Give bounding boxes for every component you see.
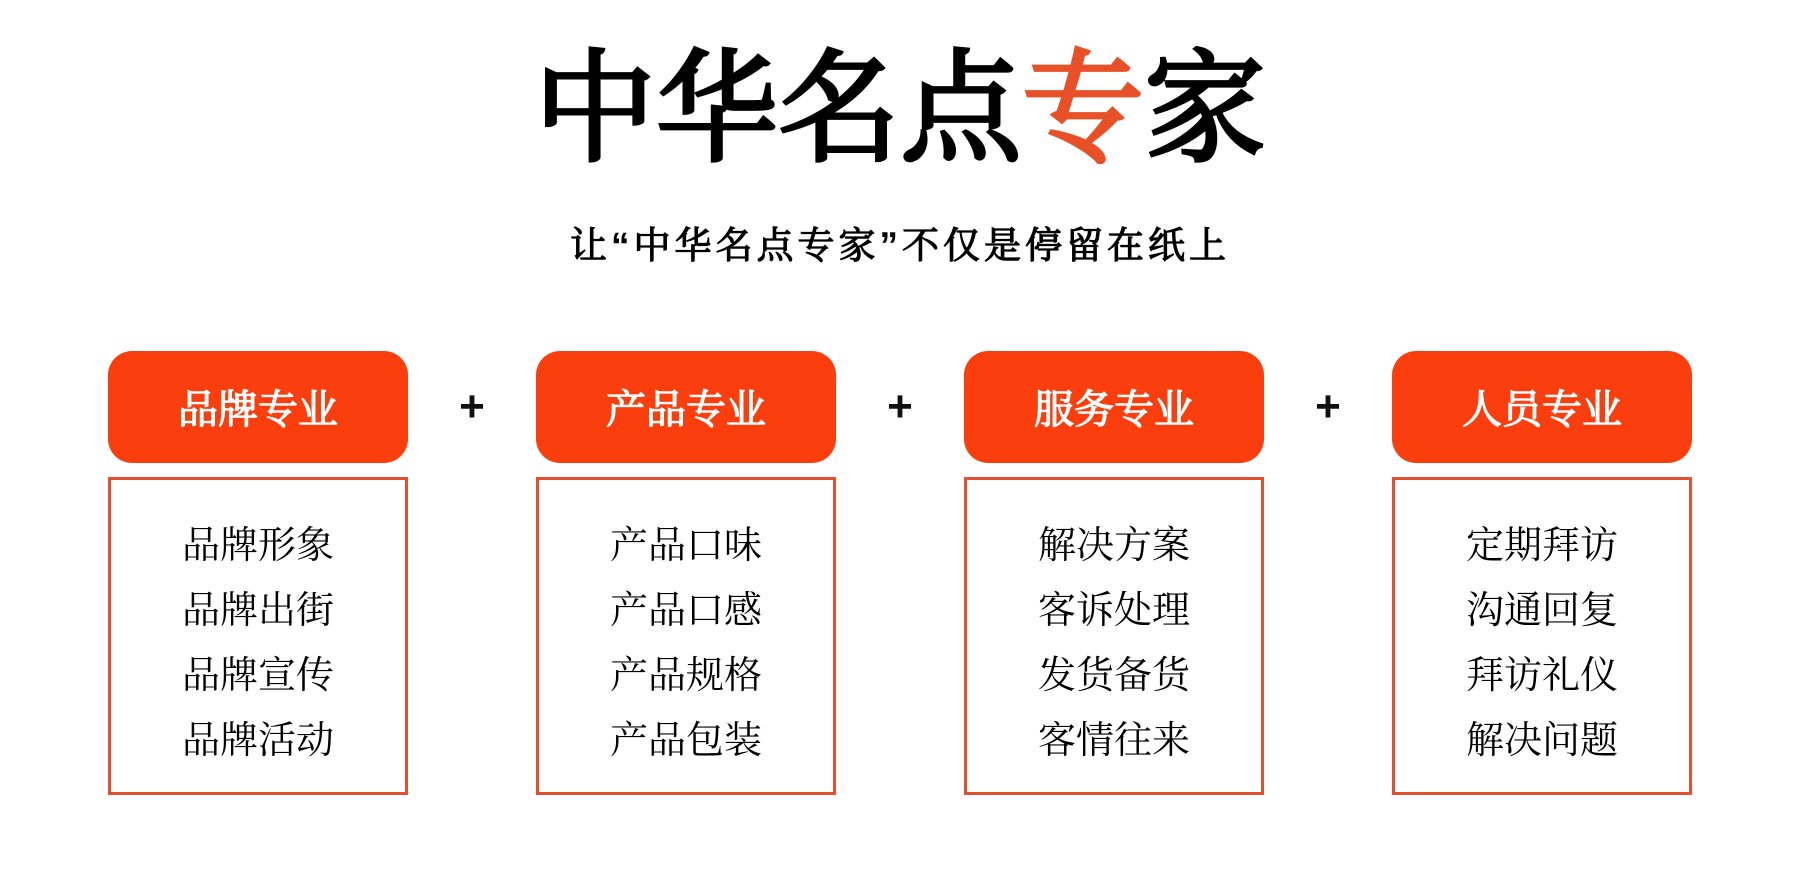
column <box>536 351 836 795</box>
list-item: 拜访礼仪 <box>1465 655 1618 698</box>
page-title <box>0 30 1800 189</box>
list-item: 品牌形象 <box>181 525 334 568</box>
plus-icon: + <box>887 381 913 431</box>
list-item: 解决问题 <box>1465 720 1618 763</box>
list-item: 品牌活动 <box>181 720 334 763</box>
list-item: 产品包装 <box>609 720 762 763</box>
column-items-box <box>964 477 1264 795</box>
column <box>108 351 408 795</box>
list-item: 产品口感 <box>609 590 762 633</box>
column-items-box <box>536 477 836 795</box>
plus-separator <box>1264 351 1392 463</box>
column-header-button <box>536 351 836 463</box>
columns-row <box>0 351 1800 795</box>
title-prefix: 中华名点 <box>534 41 1022 177</box>
list-item: 品牌出街 <box>181 590 334 633</box>
plus-separator <box>836 351 964 463</box>
list-item: 定期拜访 <box>1465 525 1618 568</box>
list-item: 产品口味 <box>609 525 762 568</box>
list-item: 客情往来 <box>1037 720 1190 763</box>
list-item: 解决方案 <box>1037 525 1190 568</box>
column-items-box <box>1392 477 1692 795</box>
column-header-label: 产品专业 <box>606 388 766 433</box>
title-accent: 专 <box>1022 41 1144 177</box>
column <box>964 351 1264 795</box>
plus-icon: + <box>459 381 485 431</box>
column <box>1392 351 1692 795</box>
subtitle: 让“中华名点专家”不仅是停留在纸上 <box>570 224 1230 266</box>
plus-icon: + <box>1315 381 1341 431</box>
slide <box>0 30 1800 882</box>
column-header-button <box>964 351 1264 463</box>
column-header-label: 服务专业 <box>1034 388 1194 433</box>
list-item: 品牌宣传 <box>181 655 334 698</box>
list-item: 沟通回复 <box>1465 590 1618 633</box>
plus-separator <box>408 351 536 463</box>
column-header-button <box>1392 351 1692 463</box>
list-item: 产品规格 <box>609 655 762 698</box>
list-item: 客诉处理 <box>1037 590 1190 633</box>
column-header-label: 人员专业 <box>1462 388 1622 433</box>
column-header-label: 品牌专业 <box>178 388 338 433</box>
column-items-box <box>108 477 408 795</box>
list-item: 发货备货 <box>1037 655 1190 698</box>
title-suffix: 家 <box>1144 41 1266 177</box>
column-header-button <box>108 351 408 463</box>
